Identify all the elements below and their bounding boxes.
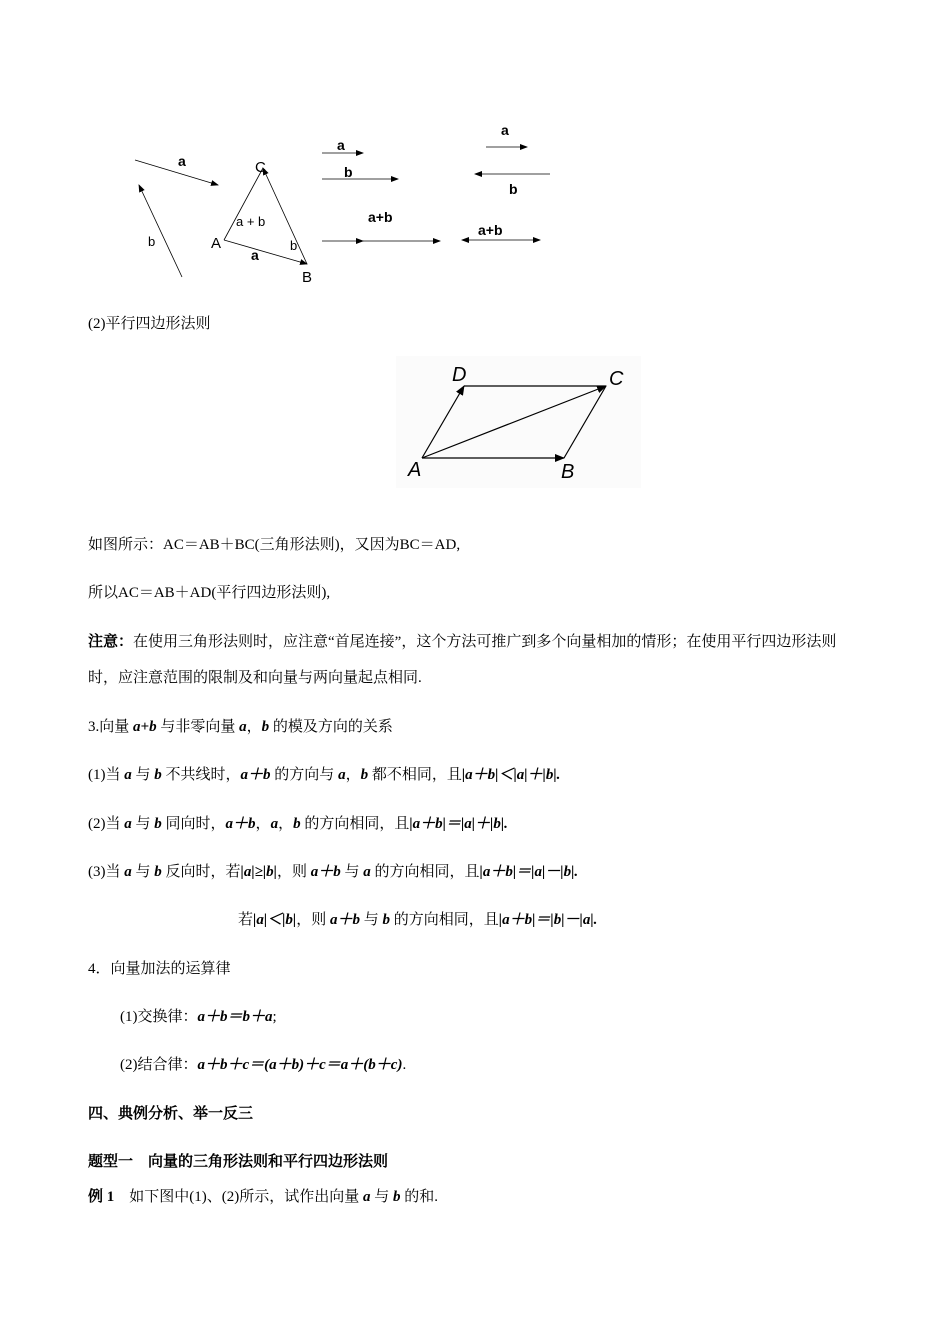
note-paragraph bbox=[88, 624, 863, 696]
opp-dir-sum-label: a+b bbox=[478, 222, 503, 238]
vertex-a-label: A bbox=[408, 459, 422, 481]
note-label: 注意： bbox=[88, 634, 134, 650]
triangle-sum-arrow bbox=[224, 168, 266, 240]
vertex-b-label: B bbox=[561, 461, 575, 483]
case-3: (3)当 a 与 b 反向时，若|a|≥|b|，则 a＋b 与 a 的方向相同，且|a＋b|＝|a|－|b|. bbox=[88, 864, 579, 880]
point-c-label: C bbox=[255, 159, 266, 176]
same-dir-a-label: a bbox=[337, 137, 345, 153]
same-dir-b-label: b bbox=[344, 164, 353, 180]
case-2: (2)当 a 与 b 同向时，a＋b，a，b 的方向相同，且|a＋b|＝|a|＋|b|. bbox=[88, 816, 508, 832]
vector-b-label: b bbox=[148, 234, 156, 249]
section-heading-examples: 四、典例分析、举一反三 bbox=[88, 1106, 254, 1122]
example-1: 例 1 如下图中(1)、(2)所示，试作出向量 a 与 b 的和. bbox=[88, 1189, 439, 1205]
opp-dir-a-label: a bbox=[501, 122, 509, 138]
triangle-b-arrow bbox=[263, 168, 307, 264]
example-1-label: 例 1 bbox=[88, 1189, 115, 1205]
explanation-line-1: 如图所示：AC＝AB＋BC(三角形法则)，又因为BC＝AD, bbox=[88, 537, 461, 553]
same-dir-sum-label: a+b bbox=[368, 209, 393, 225]
triangle-a-label: a bbox=[251, 247, 259, 263]
point-b-label: B bbox=[302, 269, 313, 286]
case-1: (1)当 a 与 b 不共线时，a＋b 的方向与 a，b 都不相同，且|a＋b|＜|a|＋|b|. bbox=[88, 767, 561, 783]
vertex-c-label: C bbox=[609, 368, 624, 390]
triangle-sum-label: a + b bbox=[236, 214, 266, 229]
vector-addition-figure bbox=[0, 110, 600, 290]
point-a-label: A bbox=[211, 235, 222, 252]
vector-b-arrow bbox=[139, 185, 182, 277]
commutative-law: (1)交换律：a＋b＝b＋a; bbox=[120, 1009, 277, 1025]
problem-type-1-heading: 题型一 向量的三角形法则和平行四边形法则 bbox=[88, 1154, 389, 1170]
section-3-title: 3.向量 a+b 与非零向量 a，b 的模及方向的关系 bbox=[88, 719, 393, 735]
note-text: 在使用三角形法则时，应注意“首尾连接”，这个方法可推广到多个向量相加的情形；在使用平行四边形法则时，应注意范围的限制及和向量与两向量起点相同. bbox=[88, 634, 837, 686]
case-3-sub: 若|a|＜|b|，则 a＋b 与 b 的方向相同，且|a＋b|＝|b|－|a|. bbox=[238, 912, 598, 928]
opp-dir-b-label: b bbox=[509, 181, 518, 197]
vertex-d-label: D bbox=[452, 364, 467, 386]
vector-a-label: a bbox=[178, 153, 186, 169]
section-4-title: 4．向量加法的运算律 bbox=[88, 961, 231, 977]
parallelogram-heading: (2)平行四边形法则 bbox=[88, 316, 211, 332]
parallelogram-figure bbox=[396, 356, 641, 488]
associative-law: (2)结合律：a＋b＋c＝(a＋b)＋c＝a＋(b＋c). bbox=[120, 1057, 407, 1073]
vector-a-arrow bbox=[135, 160, 218, 185]
explanation-line-2: 所以AC＝AB＋AD(平行四边形法则), bbox=[88, 585, 331, 601]
triangle-b-label: b bbox=[290, 238, 298, 253]
